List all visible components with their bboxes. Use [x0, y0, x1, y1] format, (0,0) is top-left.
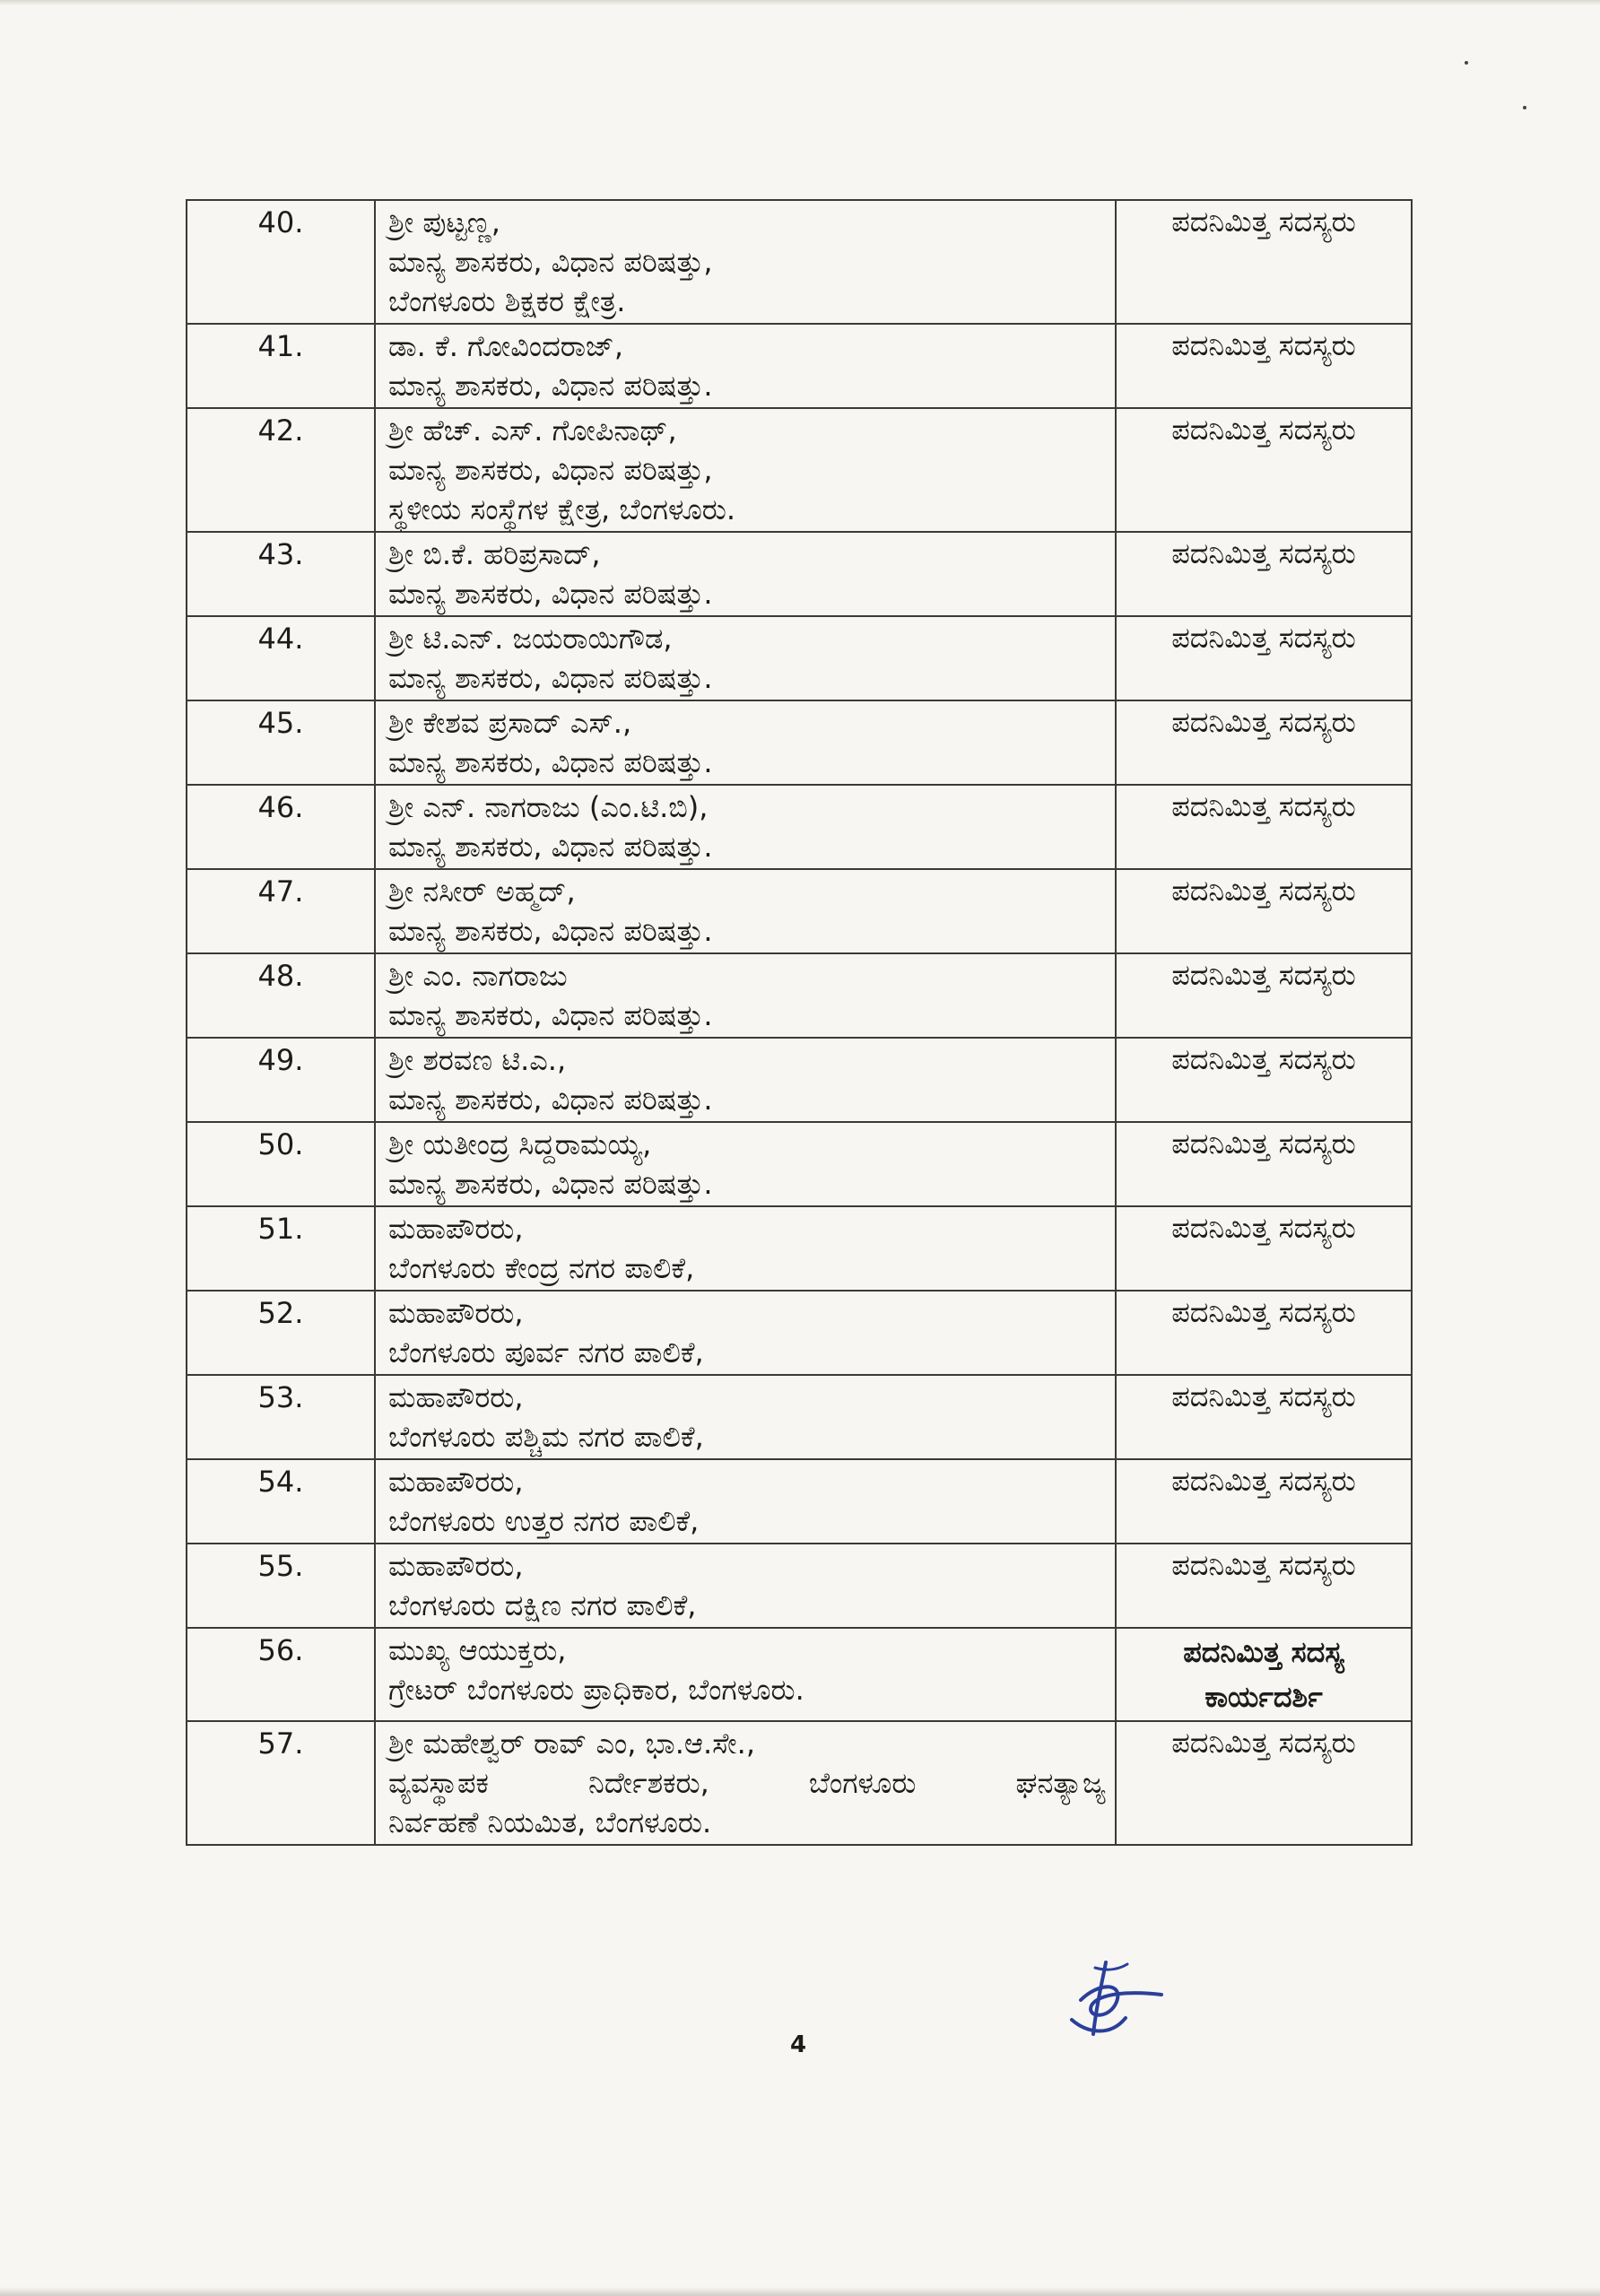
serial-number: 40.: [187, 200, 375, 324]
member-details: [375, 1038, 1116, 1122]
member-role: [1116, 953, 1412, 1038]
serial-number: 51.: [187, 1206, 375, 1291]
member-role: [1116, 1122, 1412, 1206]
member-detail-line: ಮಾನ್ಯ ಶಾಸಕರು, ವಿಧಾನ ಪರಿಷತ್ತು,: [388, 453, 713, 487]
members-table-body: [187, 200, 1412, 1845]
serial-number: 53.: [187, 1375, 375, 1459]
serial-number: 54.: [187, 1459, 375, 1544]
member-details: [375, 1628, 1116, 1721]
member-detail-line: ಮಹಾಪೌರರು,: [388, 1465, 524, 1499]
table-row: [187, 1544, 1412, 1628]
member-role: [1116, 1544, 1412, 1628]
member-detail-line: ಶ್ರೀ ಟಿ.ಎನ್. ಜಯರಾಯಿಗೌಡ,: [388, 622, 673, 656]
table-row: [187, 953, 1412, 1038]
member-detail-line: ಮಾನ್ಯ ಶಾಸಕರು, ವಿಧಾನ ಪರಿಷತ್ತು.: [388, 745, 713, 779]
member-role: [1116, 200, 1412, 324]
member-detail-line: ನಿರ್ವಹಣೆ ನಿಯಮಿತ, ಬೆಂಗಳೂರು.: [388, 1805, 712, 1839]
member-details: [375, 1206, 1116, 1291]
role-line: ಪದನಿಮಿತ್ತ ಸದಸ್ಯರು: [1171, 621, 1356, 655]
serial-number: 41.: [187, 324, 375, 408]
member-detail-line: ಮಾನ್ಯ ಶಾಸಕರು, ವಿಧಾನ ಪರಿಷತ್ತು,: [388, 245, 713, 279]
member-role: [1116, 1375, 1412, 1459]
member-details: [375, 200, 1116, 324]
member-role: [1116, 700, 1412, 785]
member-role: [1116, 1038, 1412, 1122]
page-number: 4: [789, 2031, 807, 2058]
serial-number: 48.: [187, 953, 375, 1038]
table-row: [187, 869, 1412, 953]
table-row: [187, 616, 1412, 700]
member-detail-line: ಬೆಂಗಳೂರು ಶಿಕ್ಷಕರ ಕ್ಷೇತ್ರ.: [388, 284, 626, 318]
member-role: [1116, 1206, 1412, 1291]
role-line: ಪದನಿಮಿತ್ತ ಸದಸ್ಯರು: [1171, 536, 1356, 570]
member-detail-line: ಶ್ರೀ ಪುಟ್ಟಣ್ಣ,: [388, 205, 500, 239]
member-detail-line: ಮಹಾಪೌರರು,: [388, 1296, 524, 1330]
members-table: [186, 199, 1413, 1846]
member-details: [375, 1544, 1116, 1628]
member-role: [1116, 785, 1412, 869]
member-detail-line: ಮಾನ್ಯ ಶಾಸಕರು, ವಿಧಾನ ಪರಿಷತ್ತು.: [388, 661, 713, 695]
member-details: [375, 616, 1116, 700]
serial-number: 43.: [187, 532, 375, 616]
serial-number: 49.: [187, 1038, 375, 1122]
scan-speck: [1465, 61, 1468, 65]
serial-number: 47.: [187, 869, 375, 953]
member-detail-line: ಶ್ರೀ ಯತೀಂದ್ರ ಸಿದ್ದರಾಮಯ್ಯ,: [388, 1127, 652, 1161]
role-line: ಪದನಿಮಿತ್ತ ಸದಸ್ಯರು: [1171, 705, 1356, 739]
member-details: [375, 785, 1116, 869]
member-detail-line: ಶ್ರೀ ನಸೀರ್ ಅಹ್ಮದ್,: [388, 874, 576, 909]
member-detail-line: ಶ್ರೀ ಬಿ.ಕೆ. ಹರಿಪ್ರಸಾದ್,: [388, 537, 601, 571]
signature: [1054, 1955, 1170, 2045]
role-line: ಪದನಿಮಿತ್ತ ಸದಸ್ಯರು: [1171, 413, 1356, 447]
table-row: [187, 1122, 1412, 1206]
member-details: [375, 953, 1116, 1038]
member-details: [375, 1459, 1116, 1544]
member-detail-line: ಡಾ. ಕೆ. ಗೋವಿಂದರಾಜ್,: [388, 329, 624, 363]
role-line: ಪದನಿಮಿತ್ತ ಸದಸ್ಯರು: [1171, 1042, 1356, 1076]
table-row: [187, 408, 1412, 532]
table-row: [187, 700, 1412, 785]
member-details: [375, 1375, 1116, 1459]
member-detail-line: ಮಾನ್ಯ ಶಾಸಕರು, ವಿಧಾನ ಪರಿಷತ್ತು.: [388, 830, 713, 864]
member-detail-line: ಸ್ಥಳೀಯ ಸಂಸ್ಥೆಗಳ ಕ್ಷೇತ್ರ, ಬೆಂಗಳೂರು.: [388, 492, 736, 526]
table-row: [187, 1375, 1412, 1459]
serial-number: 57.: [187, 1721, 375, 1845]
member-detail-line: ಶ್ರೀ ಎಂ. ನಾಗರಾಜು: [388, 959, 568, 993]
table-row: [187, 1038, 1412, 1122]
member-detail-line: ಶ್ರೀ ಕೇಶವ ಪ್ರಸಾದ್ ಎಸ್.,: [388, 706, 632, 740]
member-role: [1116, 869, 1412, 953]
table-row: [187, 785, 1412, 869]
member-role: [1116, 1628, 1412, 1721]
table-row: [187, 1628, 1412, 1721]
serial-number: 50.: [187, 1122, 375, 1206]
role-line: ಪದನಿಮಿತ್ತ ಸದಸ್ಯರು: [1171, 1726, 1356, 1760]
member-detail-line: ಬೆಂಗಳೂರು ದಕ್ಷಿಣ ನಗರ ಪಾಲಿಕೆ,: [388, 1588, 697, 1622]
member-details: [375, 324, 1116, 408]
scan-speck: [1523, 106, 1526, 109]
serial-number: 56.: [187, 1628, 375, 1721]
member-detail-line: ಬೆಂಗಳೂರು ಉತ್ತರ ನಗರ ಪಾಲಿಕೆ,: [388, 1504, 700, 1538]
page-top-edge: [0, 0, 1600, 5]
role-line: ಪದನಿಮಿತ್ತ ಸದಸ್ಯರು: [1171, 1295, 1356, 1329]
role-line: ಪದನಿಮಿತ್ತ ಸದಸ್ಯರು: [1171, 874, 1356, 908]
role-line: ಪದನಿಮಿತ್ತ ಸದಸ್ಯರು: [1171, 789, 1356, 823]
table-row: [187, 1291, 1412, 1375]
serial-number: 42.: [187, 408, 375, 532]
role-line: ಪದನಿಮಿತ್ತ ಸದಸ್ಯರು: [1171, 1379, 1356, 1413]
role-line: ಪದನಿಮಿತ್ತ ಸದಸ್ಯರು: [1171, 1211, 1356, 1245]
serial-number: 52.: [187, 1291, 375, 1375]
member-role: [1116, 1291, 1412, 1375]
member-detail-line: ಶ್ರೀ ಹೆಚ್. ಎಸ್. ಗೋಪಿನಾಥ್,: [388, 413, 677, 448]
table-row: [187, 532, 1412, 616]
member-detail-line: ಮುಖ್ಯ ಆಯುಕ್ತರು,: [388, 1633, 567, 1667]
member-details: [375, 408, 1116, 532]
member-details: [375, 1122, 1116, 1206]
member-role: [1116, 616, 1412, 700]
member-detail-line: ಮಾನ್ಯ ಶಾಸಕರು, ವಿಧಾನ ಪರಿಷತ್ತು.: [388, 369, 713, 403]
member-detail-line: ವ್ಯವಸ್ಥಾಪಕ ನಿರ್ದೇಶಕರು, ಬೆಂಗಳೂರು ಘನತ್ಯಾಜ್ಯ: [388, 1766, 1106, 1800]
role-line: ಪದನಿಮಿತ್ತ ಸದಸ್ಯರು: [1171, 328, 1356, 362]
member-details: [375, 1291, 1116, 1375]
serial-number: 46.: [187, 785, 375, 869]
member-role: [1116, 324, 1412, 408]
role-line: ಪದನಿಮಿತ್ತ ಸದಸ್ಯರು: [1171, 1548, 1356, 1582]
member-details: [375, 1721, 1116, 1845]
member-detail-line: ಮಹಾಪೌರರು,: [388, 1212, 524, 1246]
member-detail-line: ಮಾನ್ಯ ಶಾಸಕರು, ವಿಧಾನ ಪರಿಷತ್ತು.: [388, 914, 713, 948]
role-line: ಪದನಿಮಿತ್ತ ಸದಸ್ಯರು: [1171, 1126, 1356, 1161]
member-detail-line: ಶ್ರೀ ಎನ್. ನಾಗರಾಜು (ಎಂ.ಟಿ.ಬಿ),: [388, 790, 709, 824]
member-detail-line: ಮಾನ್ಯ ಶಾಸಕರು, ವಿಧಾನ ಪರಿಷತ್ತು.: [388, 1167, 713, 1201]
page-bottom-edge: [0, 2287, 1600, 2296]
member-detail-line: ಮಹಾಪೌರರು,: [388, 1549, 524, 1583]
member-role: [1116, 1721, 1412, 1845]
role-line: ಪದನಿಮಿತ್ತ ಸದಸ್ಯರು: [1171, 204, 1356, 239]
table-row: [187, 324, 1412, 408]
table-row: [187, 1206, 1412, 1291]
serial-number: 44.: [187, 616, 375, 700]
member-detail-line: ಮಾನ್ಯ ಶಾಸಕರು, ವಿಧಾನ ಪರಿಷತ್ತು.: [388, 1083, 713, 1117]
member-detail-line: ಶ್ರೀ ಮಹೇಶ್ವರ್ ರಾವ್ ಎಂ, ಭಾ.ಆ.ಸೇ.,: [388, 1726, 755, 1761]
table-row: [187, 1459, 1412, 1544]
member-detail-line: ಬೆಂಗಳೂರು ಪೂರ್ವ ನಗರ ಪಾಲಿಕೆ,: [388, 1335, 704, 1370]
member-detail-line: ಬೆಂಗಳೂರು ಪಶ್ಚಿಮ ನಗರ ಪಾಲಿಕೆ,: [388, 1420, 704, 1454]
role-line: ಪದನಿಮಿತ್ತ ಸದಸ್ಯ: [1183, 1635, 1344, 1669]
table-row: [187, 200, 1412, 324]
member-role: [1116, 532, 1412, 616]
member-detail-line: ಮಾನ್ಯ ಶಾಸಕರು, ವಿಧಾನ ಪರಿಷತ್ತು.: [388, 577, 713, 611]
member-detail-line: ಮಹಾಪೌರರು,: [388, 1380, 524, 1414]
role-line: ಕಾರ್ಯದರ್ಶಿ: [1204, 1680, 1323, 1714]
member-details: [375, 869, 1116, 953]
table-row: [187, 1721, 1412, 1845]
role-line: ಪದನಿಮಿತ್ತ ಸದಸ್ಯರು: [1171, 958, 1356, 992]
serial-number: 55.: [187, 1544, 375, 1628]
serial-number: 45.: [187, 700, 375, 785]
member-detail-line: ಬೆಂಗಳೂರು ಕೇಂದ್ರ ನಗರ ಪಾಲಿಕೆ,: [388, 1251, 695, 1285]
member-detail-line: ಮಾನ್ಯ ಶಾಸಕರು, ವಿಧಾನ ಪರಿಷತ್ತು.: [388, 998, 713, 1032]
member-role: [1116, 408, 1412, 532]
member-details: [375, 532, 1116, 616]
member-detail-line: ಗ್ರೇಟರ್ ಬೆಂಗಳೂರು ಪ್ರಾಧಿಕಾರ, ಬೆಂಗಳೂರು.: [388, 1673, 804, 1707]
member-details: [375, 700, 1116, 785]
member-role: [1116, 1459, 1412, 1544]
member-detail-line: ಶ್ರೀ ಶರವಣ ಟಿ.ಎ.,: [388, 1043, 567, 1077]
role-line: ಪದನಿಮಿತ್ತ ಸದಸ್ಯರು: [1171, 1464, 1356, 1498]
